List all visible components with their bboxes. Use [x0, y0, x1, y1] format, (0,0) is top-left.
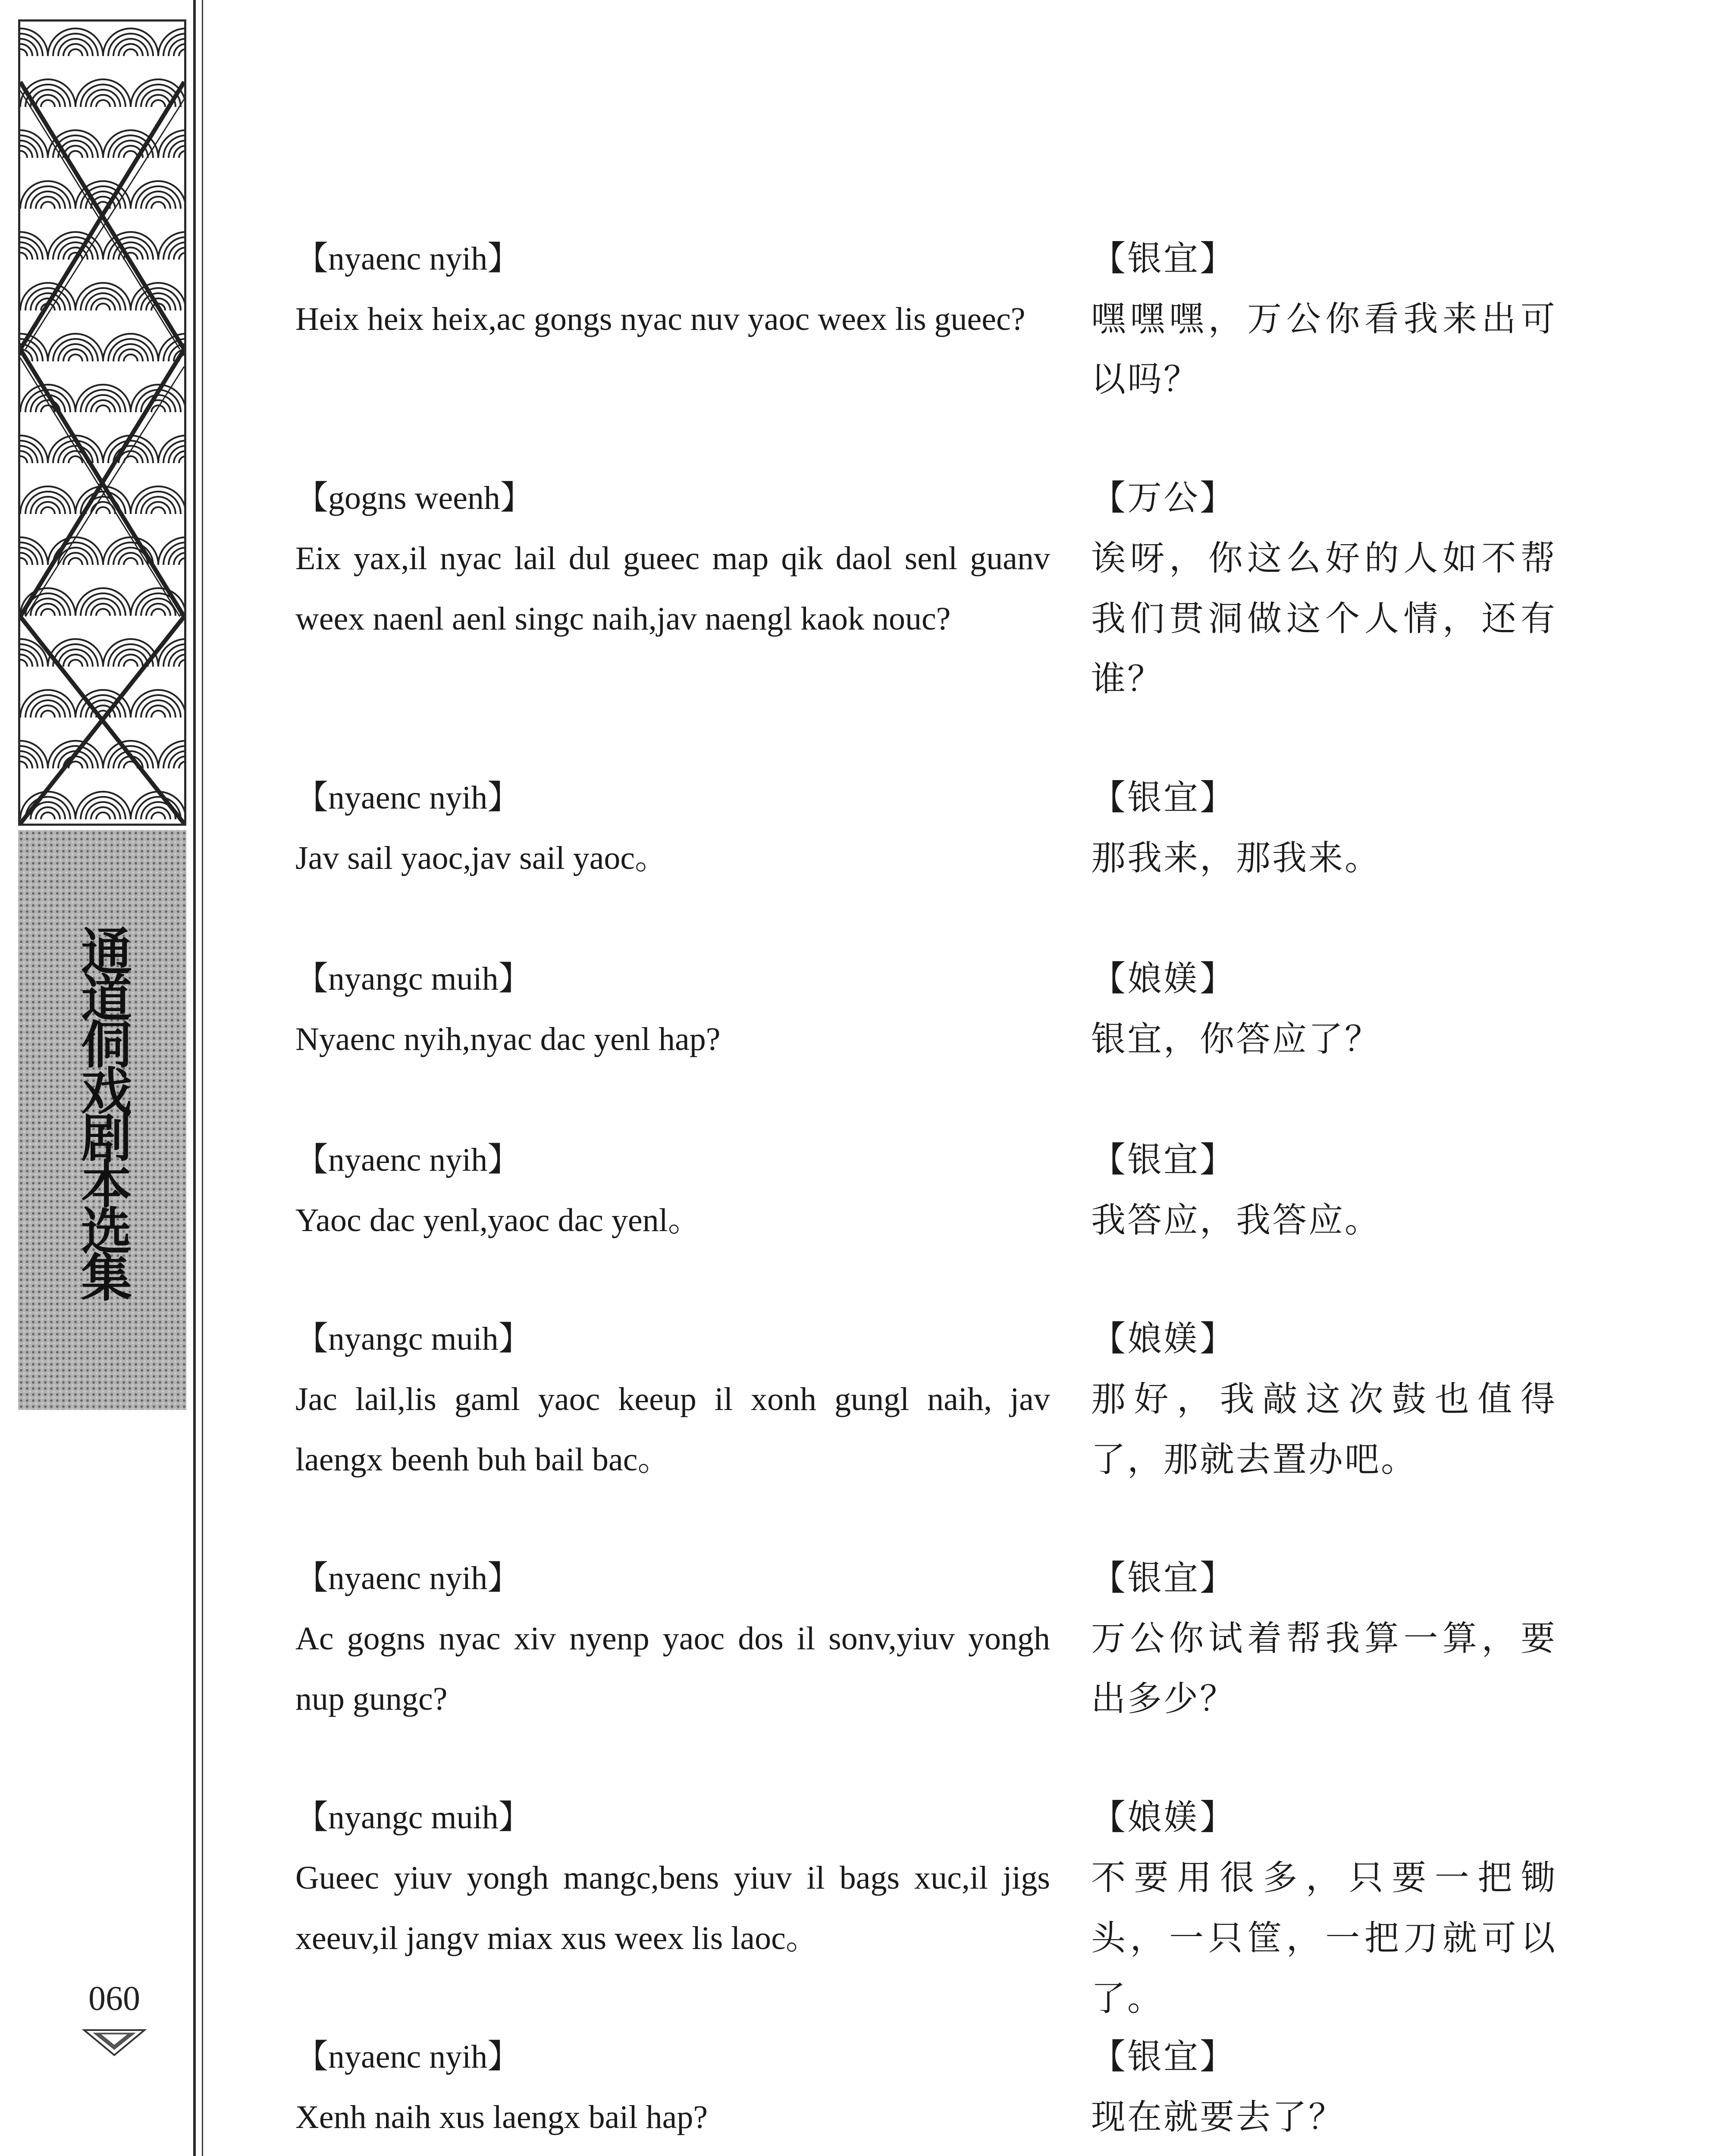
- dong-column: [295, 1309, 1050, 1490]
- cloud-scale-arc: [179, 151, 184, 158]
- cloud-scale-arc: [103, 232, 158, 260]
- cloud-scale-arc: [20, 486, 75, 514]
- cloud-scale-arc: [69, 354, 82, 361]
- cloud-scale-arc: [103, 28, 158, 56]
- cloud-scale-arc: [124, 151, 138, 158]
- cloud-scale-arc: [151, 609, 165, 616]
- cloud-pattern-ornament: [18, 19, 186, 826]
- cloud-scale-arc: [75, 385, 131, 412]
- zh-line: 现在就要去了？: [1091, 2097, 1345, 2137]
- cloud-scale-arc: [41, 202, 55, 209]
- dong-line: Eix yax,il nyac lail dul gueec map qik daol senl guanv weex naenl aenl singc naih,jav naengl kaok nouc?: [295, 540, 1050, 637]
- cloud-scale-arc: [75, 283, 131, 310]
- zh-speaker: 【银宜】: [1091, 2037, 1236, 2077]
- dong-column: [295, 1787, 1050, 1968]
- cloud-scale-arc: [151, 100, 165, 107]
- cloud-scale-arc: [69, 660, 82, 667]
- zh-line: 我答应，我答应。: [1091, 1200, 1381, 1240]
- zh-line: 那我来，那我来。: [1091, 838, 1381, 878]
- cloud-scale-arc: [20, 385, 75, 412]
- dong-line: Jav sail yaoc,jav sail yaoc。: [295, 840, 668, 876]
- zh-column: [1091, 1787, 1557, 2029]
- dong-line: Jac lail,lis gaml yaoc keeup il xonh gungl naih, jav laengx beenh buh bail bac。: [295, 1381, 1050, 1478]
- zh-column: [1091, 949, 1557, 1069]
- cloud-scale-arc: [96, 100, 110, 107]
- cloud-scale-arc: [20, 232, 48, 260]
- cloud-scale-arc: [41, 507, 55, 514]
- zh-line: 嘿嘿嘿，万公你看我来出可以吗？: [1091, 299, 1557, 399]
- cloud-scale-arc: [20, 130, 48, 158]
- cloud-scale-arc: [179, 761, 184, 768]
- zh-speaker: 【银宜】: [1091, 238, 1236, 279]
- cloud-scale-arc: [20, 181, 75, 209]
- cloud-scale-arc: [124, 354, 138, 361]
- cloud-scale-arc: [20, 537, 48, 565]
- cloud-scale-arc: [96, 507, 110, 514]
- cloud-scale-arc: [96, 405, 110, 412]
- cloud-scale-arc: [20, 741, 48, 768]
- cloud-scale-arc: [41, 100, 55, 107]
- zh-line: 那好，我敲这次鼓也值得了，那就去置办吧。: [1091, 1379, 1557, 1479]
- dong-line: Ac gogns nyac xiv nyenp yaoc dos il sonv,yiuv yongh nup gungc?: [295, 1620, 1050, 1717]
- cloud-scale-arc: [20, 28, 48, 56]
- cloud-scale-arc: [151, 507, 165, 514]
- dong-speaker: 【nyangc muih】: [295, 961, 531, 997]
- zh-speaker: 【娘媄】: [1091, 1797, 1236, 1837]
- dong-line: Yaoc dac yenl,yaoc dac yenl。: [295, 1202, 701, 1238]
- dong-speaker: 【nyaenc nyih】: [295, 1560, 521, 1596]
- zh-column: [1091, 229, 1557, 410]
- zh-speaker: 【银宜】: [1091, 1558, 1236, 1598]
- cloud-scale-arc: [20, 558, 27, 565]
- dong-column: [295, 468, 1050, 649]
- zh-column: [1091, 1309, 1557, 1490]
- zh-speaker: 【银宜】: [1091, 1140, 1236, 1180]
- cloud-scale-arc: [96, 812, 110, 819]
- cloud-scale-arc: [103, 334, 158, 361]
- dong-speaker: 【nyaenc nyih】: [295, 1142, 521, 1178]
- cloud-scale-arc: [69, 558, 82, 565]
- dong-speaker: 【gogns weenh】: [295, 480, 533, 516]
- zh-speaker: 【万公】: [1091, 478, 1236, 518]
- zh-column: [1091, 468, 1557, 709]
- cloud-scale-arc: [75, 588, 131, 616]
- cloud-scale-arc: [75, 792, 131, 819]
- book-title: 通道侗戏剧本选集: [72, 925, 132, 1297]
- cloud-scale-arc: [41, 812, 55, 819]
- cloud-scale-arc: [20, 456, 27, 463]
- dong-line: Nyaenc nyih,nyac dac yenl hap?: [295, 1021, 721, 1057]
- cloud-scale-arc: [41, 609, 55, 616]
- page-number-ornament-icon: [82, 2027, 147, 2057]
- dong-column: [295, 2027, 1050, 2147]
- dong-speaker: 【nyaenc nyih】: [295, 780, 521, 816]
- title-band: [18, 830, 186, 1410]
- cloud-scale-arc: [179, 558, 184, 565]
- zh-speaker: 【娘媄】: [1091, 1319, 1236, 1359]
- cloud-scale-arc: [48, 28, 103, 56]
- cloud-scale-arc: [96, 304, 110, 310]
- zh-line: 诶呀，你这么好的人如不帮我们贯洞做这个人情，还有谁？: [1091, 538, 1557, 699]
- cloud-scale-arc: [20, 253, 27, 260]
- cloud-scale-arc: [179, 253, 184, 260]
- zh-line: 万公你试着帮我算一算，要出多少？: [1091, 1618, 1557, 1719]
- cloud-scale-arc: [151, 812, 165, 819]
- cloud-scale-arc: [179, 49, 184, 56]
- margin-rule-thin: [202, 0, 203, 2156]
- cloud-scale-arc: [69, 456, 82, 463]
- cloud-scale-arc: [124, 558, 138, 565]
- cloud-scale-arc: [124, 49, 138, 56]
- cloud-scale-arc: [69, 49, 82, 56]
- dong-column: [295, 1130, 1050, 1250]
- page-number: 060: [88, 1980, 140, 2018]
- cloud-scale-arc: [124, 660, 138, 667]
- dong-column: [295, 768, 1050, 888]
- dong-column: [295, 949, 1050, 1069]
- zh-line: 不要用很多，只要一把锄头，一只筐，一把刀就可以了。: [1091, 1858, 1557, 2018]
- dong-column: [295, 229, 1050, 349]
- dong-speaker: 【nyaenc nyih】: [295, 241, 521, 277]
- cloud-scale-arc: [151, 202, 165, 209]
- zh-speaker: 【娘媄】: [1091, 959, 1236, 999]
- cloud-scale-arc: [69, 151, 82, 158]
- zh-line: 银宜，你答应了？: [1091, 1019, 1381, 1059]
- cloud-scale-arc: [20, 690, 75, 718]
- cloud-scale-arc: [151, 711, 165, 718]
- dong-speaker: 【nyaenc nyih】: [295, 2039, 521, 2075]
- dong-line: Gueec yiuv yongh mangc,bens yiuv il bags xuc,il jigs xeeuv,il jangv miax xus weex lis laoc。: [295, 1860, 1050, 1956]
- cloud-scale-arc: [20, 660, 27, 667]
- cloud-scale-arc: [20, 49, 27, 56]
- cloud-scale-arc: [20, 761, 27, 768]
- margin-rule: [193, 0, 196, 2156]
- cloud-scale-arc: [20, 436, 48, 463]
- dong-line: Heix heix heix,ac gongs nyac nuv yaoc weex lis gueec?: [295, 301, 1026, 337]
- zh-column: [1091, 1548, 1557, 1729]
- zh-column: [1091, 768, 1557, 888]
- cloud-scale-arc: [48, 334, 103, 361]
- cloud-scale-arc: [96, 609, 110, 616]
- zh-column: [1091, 2027, 1557, 2147]
- cloud-scale-arc: [20, 151, 27, 158]
- dong-speaker: 【nyangc muih】: [295, 1799, 531, 1836]
- zh-speaker: 【银宜】: [1091, 777, 1236, 818]
- cloud-scale-arc: [41, 711, 55, 718]
- cloud-scale-arc: [179, 456, 184, 463]
- cloud-scale-arc: [179, 660, 184, 667]
- dong-line: Xenh naih xus laengx bail hap?: [295, 2099, 708, 2135]
- dong-speaker: 【nyangc muih】: [295, 1321, 531, 1357]
- cloud-scale-arc: [75, 79, 131, 107]
- zh-column: [1091, 1130, 1557, 1250]
- page-sidebar: [18, 19, 186, 1410]
- dong-column: [295, 1548, 1050, 1729]
